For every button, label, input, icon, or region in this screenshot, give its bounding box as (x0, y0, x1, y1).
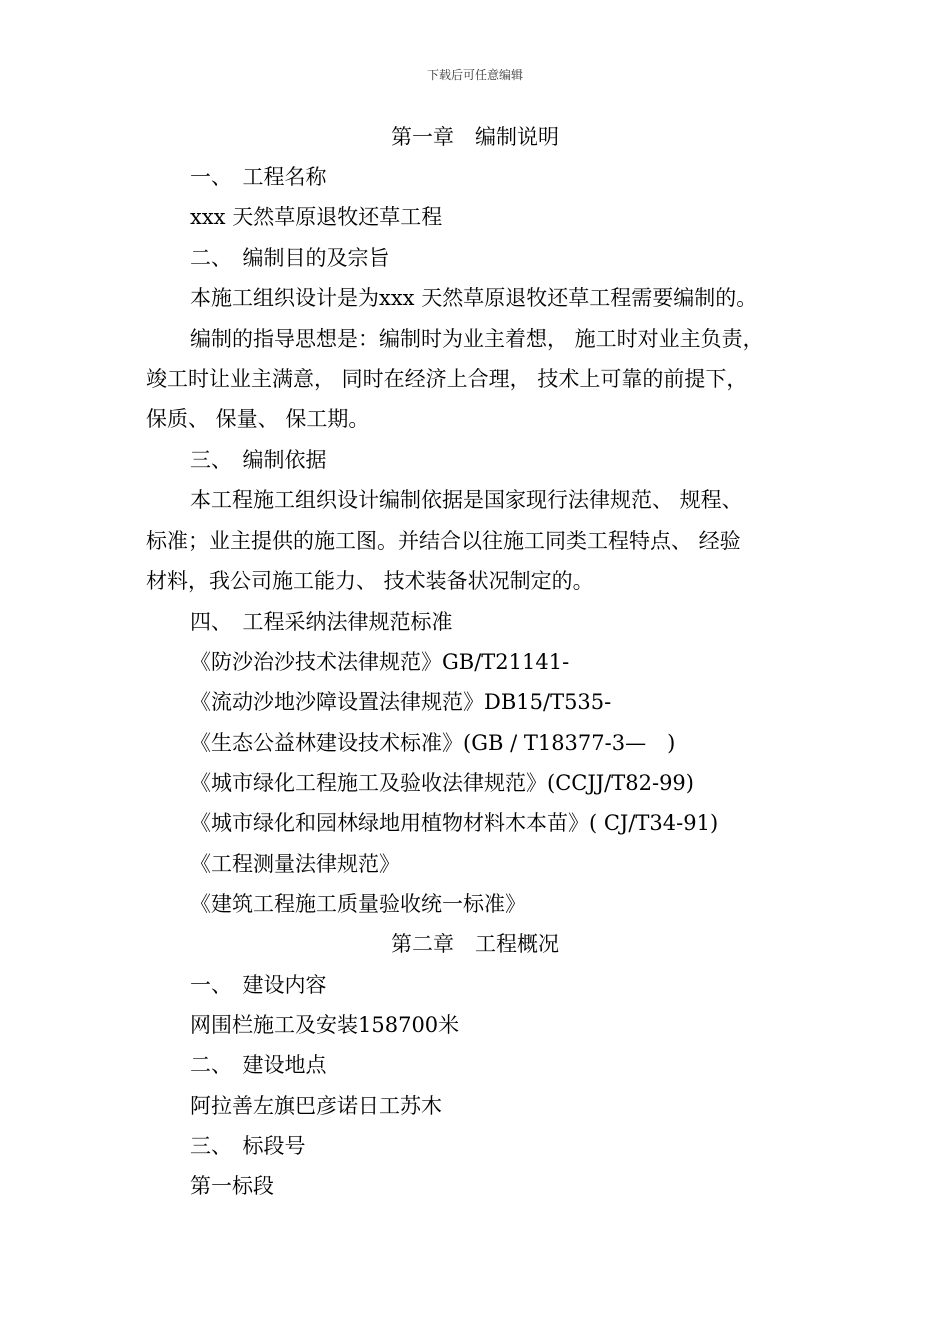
section-heading-project-name: 一、 工程名称 (190, 165, 327, 189)
header-note: 下载后可任意编辑 (426, 68, 523, 82)
location-text: 阿拉善左旗巴彦诺日工苏木 (190, 1094, 442, 1118)
purpose-paragraph-1: 本施工组织设计是为xxx 天然草原退牧还草工程需要编制的。 (190, 286, 758, 310)
construction-content-text: 网围栏施工及安装158700米 (190, 1013, 460, 1037)
section-heading-standards: 四、 工程采纳法律规范标准 (190, 610, 453, 634)
purpose-paragraph-2-line-1: 编制的指导思想是：编制时为业主着想， 施工时对业主负责， (190, 327, 764, 351)
section-heading-basis: 三、 编制依据 (190, 448, 327, 472)
standard-item: 《建筑工程施工质量验收统一标准》 (190, 892, 526, 916)
standard-item: 《城市绿化和园林绿地用植物材料木本苗》( CJ/T34-91) (190, 811, 719, 835)
standard-item: 《工程测量法律规范》 (190, 852, 400, 876)
standard-item: 《防沙治沙技术法律规范》GB/T21141- (190, 650, 570, 674)
section-heading-purpose: 二、 编制目的及宗旨 (190, 246, 390, 270)
chapter-1-title: 第一章 编制说明 (391, 125, 559, 149)
standard-item: 《城市绿化工程施工及验收法律规范》(CCJJ/T82-99) (190, 771, 694, 795)
standard-item: 《流动沙地沙障设置法律规范》DB15/T535- (190, 690, 612, 714)
basis-paragraph-line-1: 本工程施工组织设计编制依据是国家现行法律规范、 规程、 (190, 488, 743, 512)
section-heading-location: 二、 建设地点 (190, 1053, 327, 1077)
project-name-text: xxx 天然草原退牧还草工程 (190, 205, 443, 229)
basis-paragraph-line-3: 材料，我公司施工能力、 技术装备状况制定的。 (146, 569, 594, 593)
basis-paragraph-line-2: 标准；业主提供的施工图。并结合以往施工同类工程特点、 经验 (146, 529, 741, 553)
purpose-paragraph-2-line-2: 竣工时让业主满意， 同时在经济上合理， 技术上可靠的前提下， (146, 367, 748, 391)
purpose-paragraph-2-line-3: 保质、 保量、 保工期。 (146, 407, 370, 431)
bid-section-text: 第一标段 (190, 1174, 274, 1198)
section-heading-bid-section: 三、 标段号 (190, 1134, 306, 1158)
section-heading-construction-content: 一、 建设内容 (190, 973, 327, 997)
chapter-2-title: 第二章 工程概况 (391, 932, 559, 956)
standard-item: 《生态公益林建设技术标准》(GB / T18377-3— ) (190, 731, 676, 755)
